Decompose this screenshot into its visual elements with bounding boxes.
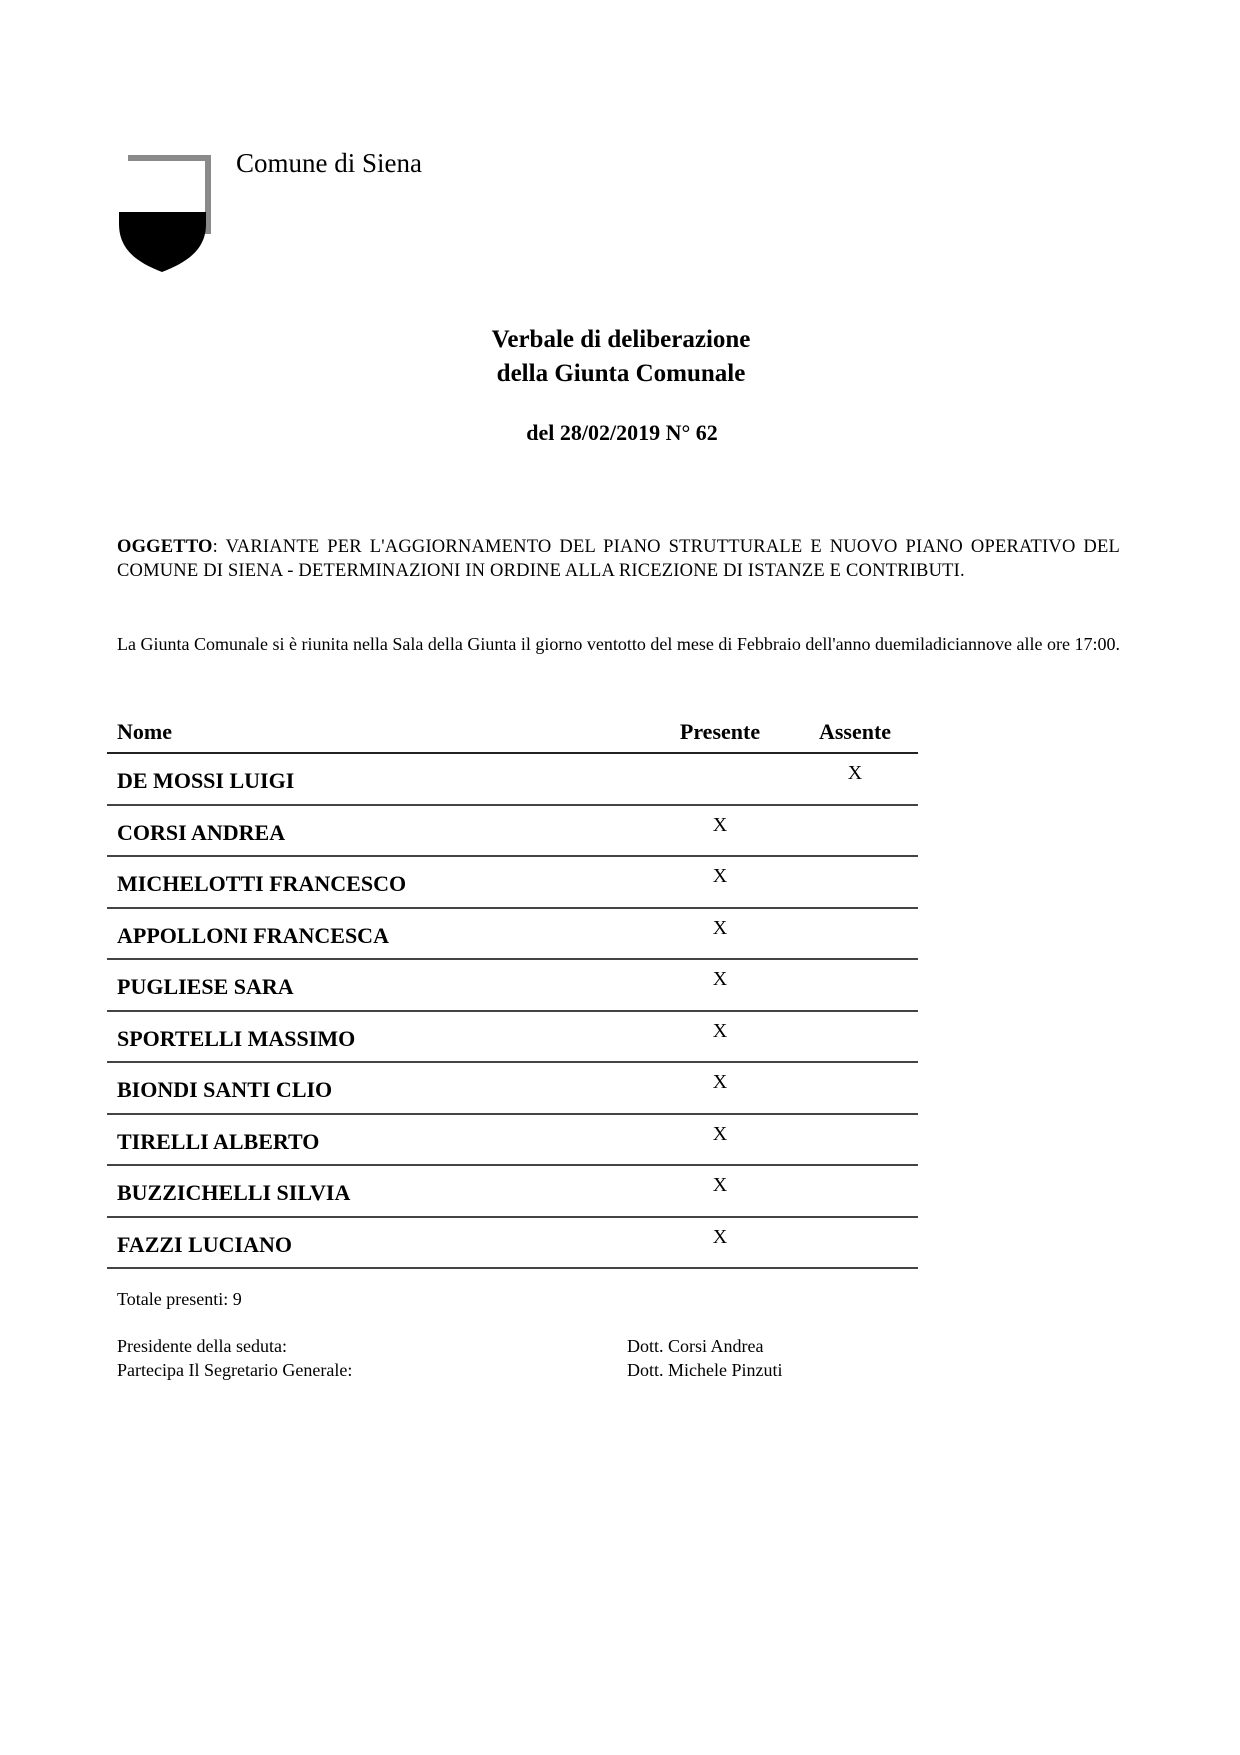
present-mark: X (712, 813, 728, 836)
member-name: PUGLIESE SARA (117, 974, 294, 999)
member-name: BIONDI SANTI CLIO (117, 1077, 333, 1102)
member-name: SPORTELLI MASSIMO (117, 1025, 356, 1051)
present-mark: X (712, 1071, 728, 1093)
present-mark: X (712, 865, 728, 887)
table-row (107, 1115, 918, 1167)
member-name: TIRELLI ALBERTO (117, 1128, 320, 1154)
present-mark: X (712, 1225, 728, 1248)
document-date-number: del 28/02/2019 N° 62 (526, 420, 718, 445)
header-absent: Assente (818, 719, 892, 744)
present-mark: X (712, 1019, 728, 1042)
signature-value: Dott. Michele Pinzuti (627, 1360, 783, 1380)
absent-mark (788, 909, 918, 959)
header-present: Presente (679, 719, 761, 744)
table-row (107, 1166, 918, 1218)
absent-mark (788, 1063, 918, 1113)
signature-label: Partecipa Il Segretario Generale: (117, 1360, 353, 1380)
signature-label: Presidente della seduta: (117, 1336, 287, 1356)
present-mark: X (712, 968, 728, 990)
subject-paragraph (117, 535, 1120, 583)
absent-mark (788, 1115, 918, 1165)
total-present: Totale presenti: 9 (117, 1289, 242, 1309)
signature-row (117, 1334, 917, 1358)
table-row (107, 754, 918, 806)
title-line-1: Verbale di deliberazione (491, 326, 751, 353)
member-name: CORSI ANDREA (117, 819, 286, 845)
table-row (107, 909, 918, 961)
absent-mark (788, 960, 918, 1010)
subject-label: OGGETTO (117, 537, 213, 557)
table-row (107, 960, 918, 1012)
absent-mark (788, 1166, 918, 1216)
present-mark: X (712, 916, 728, 939)
member-name: FAZZI LUCIANO (117, 1231, 293, 1257)
present-mark (652, 754, 788, 804)
subject-text: : VARIANTE PER L'AGGIORNAMENTO DEL PIANO STRUTTURALE E NUOVO PIANO OPERATIVO DEL COMUNE DI SIENA - DETERMINAZIONI IN ORDINE ALLA RICEZIONE DI ISTANZE E CONTRIBUTI. (117, 537, 1120, 581)
table-row (107, 1063, 918, 1115)
document-title (0, 323, 1240, 391)
present-mark: X (712, 1174, 728, 1196)
absent-mark (788, 1012, 918, 1062)
member-name: APPOLLONI FRANCESCA (117, 922, 389, 948)
title-line-2: della Giunta Comunale (496, 360, 746, 387)
signatures (117, 1334, 917, 1382)
table-row (107, 806, 918, 858)
org-name: Comune di Siena (236, 148, 422, 178)
signature-value: Dott. Corsi Andrea (627, 1336, 764, 1356)
header-name: Nome (117, 719, 172, 744)
table-header (107, 712, 918, 754)
member-name: BUZZICHELLI SILVIA (117, 1180, 351, 1205)
table-row (107, 1012, 918, 1064)
absent-mark (788, 806, 918, 856)
absent-mark (788, 1218, 918, 1268)
absent-mark: X (847, 762, 863, 784)
member-name: DE MOSSI LUIGI (117, 768, 295, 793)
present-mark: X (712, 1122, 728, 1145)
table-row (107, 1218, 918, 1270)
attendance-table (107, 712, 918, 1269)
intro-paragraph: La Giunta Comunale si è riunita nella Sala della Giunta il giorno ventotto del mese di Febbraio dell'anno duemiladiciannove alle ore 17:00. (117, 634, 1120, 654)
siena-coat-of-arms-icon (118, 154, 218, 274)
table-row (107, 857, 918, 909)
member-name: MICHELOTTI FRANCESCO (117, 871, 407, 896)
signature-row (117, 1358, 917, 1382)
absent-mark (788, 857, 918, 907)
